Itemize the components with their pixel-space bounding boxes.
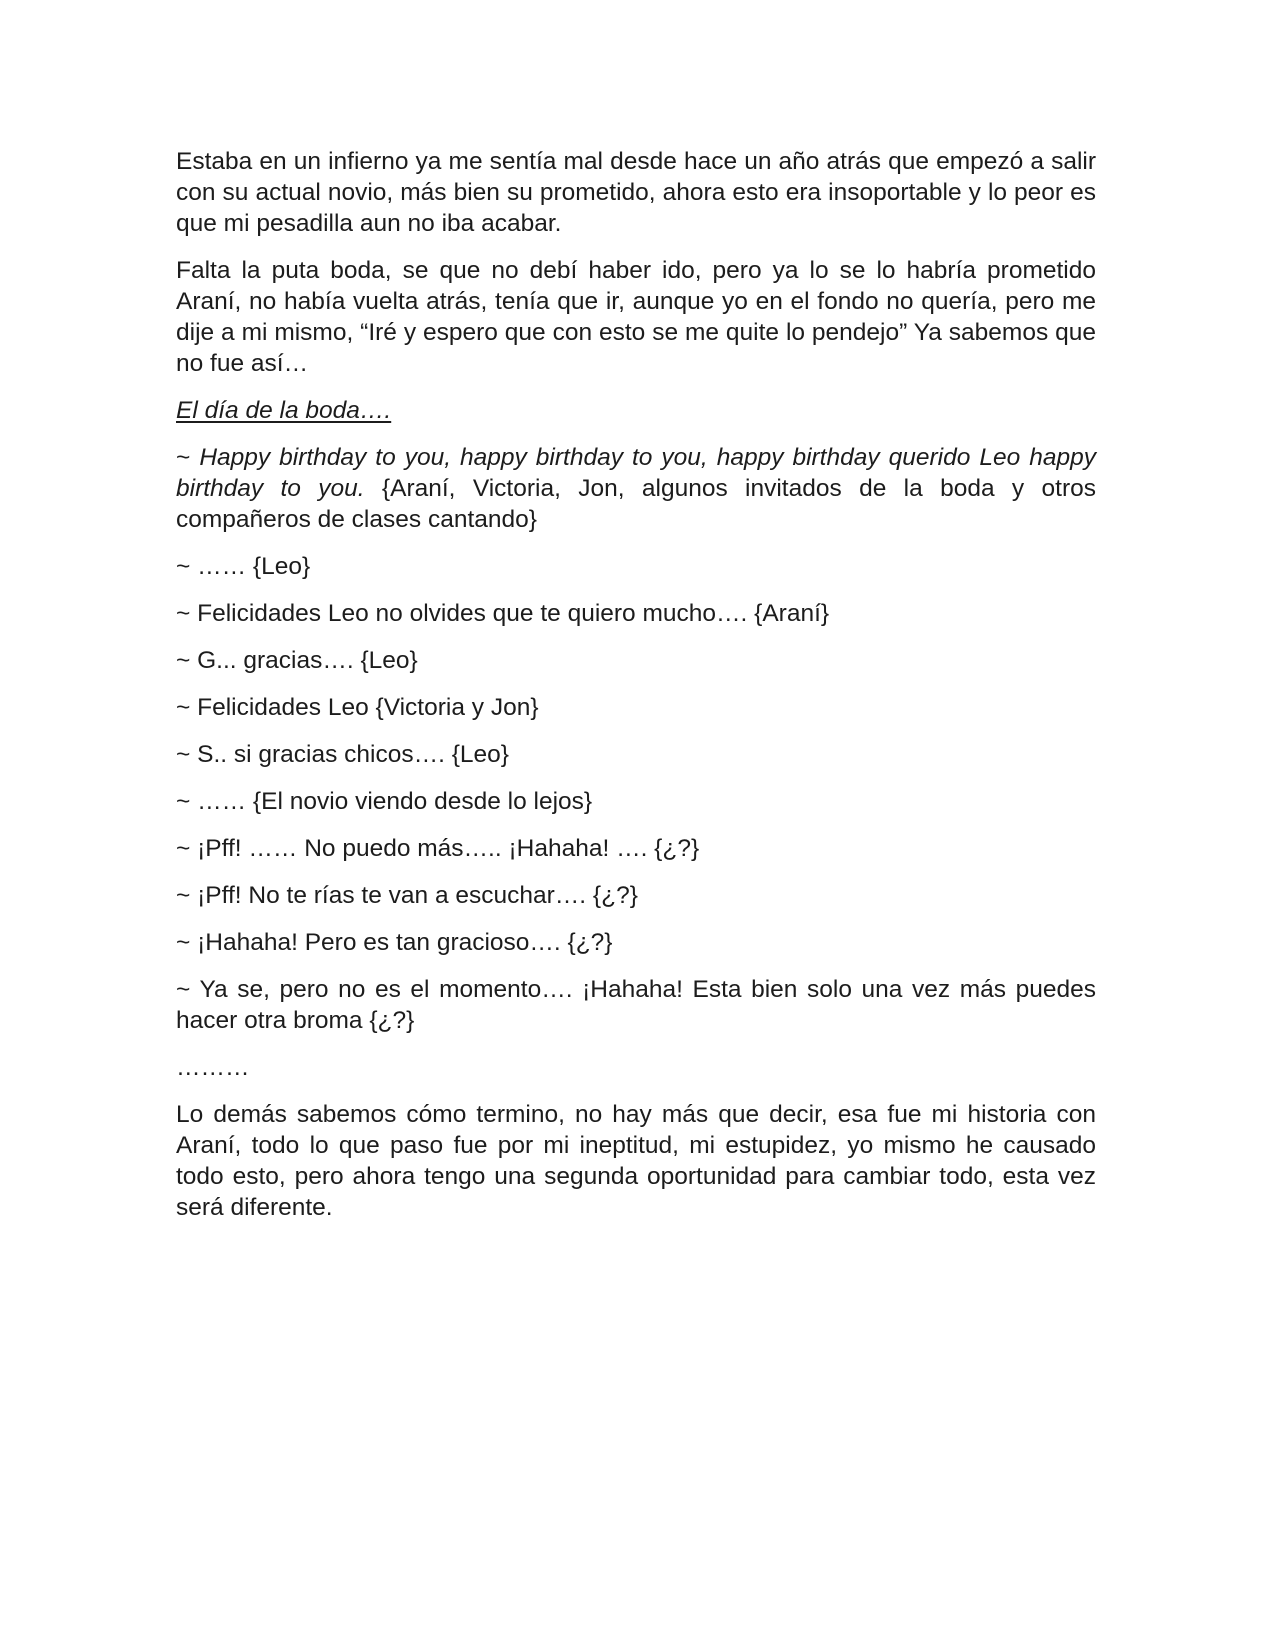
dialogue-line: ~ G... gracias…. {Leo} — [176, 647, 418, 674]
dialogue-line: ~ ¡Pff! …… No puedo más….. ¡Hahaha! …. {¿?} — [176, 835, 700, 862]
paragraph-wedding-promise: Falta la puta boda, se que no debí haber ido, pero ya lo se lo habría prometido Araní, no había vuelta atrás, tenía que ir, aunque yo en el fondo no quería, pero me dije a mi mismo, “Iré y espero que con esto se me quite lo pendejo” Ya sabemos que no fue así… — [176, 257, 1096, 377]
document-page — [176, 146, 1096, 1239]
scene-heading: El día de la boda…. — [176, 397, 392, 424]
ellipsis-break: ……… — [176, 1054, 250, 1081]
song-prefix: ~ — [176, 444, 200, 471]
dialogue-line: ~ S.. si gracias chicos…. {Leo} — [176, 741, 509, 768]
song-lyrics: Happy birthday to you, happy birthday to you, happy birthday querido Leo happy birthday to you. — [176, 444, 1096, 502]
song-attribution: {Araní, Victoria, Jon, algunos invitados de la boda y otros compañeros de clases cantando} — [176, 475, 1096, 533]
dialogue-line: ~ ¡Pff! No te rías te van a escuchar…. {¿?} — [176, 882, 638, 909]
dialogue-line: ~ …… {El novio viendo desde lo lejos} — [176, 788, 593, 815]
dialogue-line: ~ Felicidades Leo no olvides que te quiero mucho…. {Araní} — [176, 600, 830, 627]
paragraph-closing: Lo demás sabemos cómo termino, no hay más que decir, esa fue mi historia con Araní, todo lo que paso fue por mi ineptitud, mi estupidez, yo mismo he causado todo esto, pero ahora tengo una segunda oportunidad para cambiar todo, esta vez será diferente. — [176, 1101, 1096, 1221]
paragraph-intro: Estaba en un infierno ya me sentía mal desde hace un año atrás que empezó a salir con su actual novio, más bien su prometido, ahora esto era insoportable y lo peor es que mi pesadilla aun no iba acabar. — [176, 148, 1096, 237]
dialogue-line: ~ …… {Leo} — [176, 553, 311, 580]
dialogue-line: ~ Ya se, pero no es el momento…. ¡Hahaha! Esta bien solo una vez más puedes hacer otra broma {¿?} — [176, 976, 1096, 1034]
dialogue-song — [176, 442, 1096, 535]
dialogue-line: ~ ¡Hahaha! Pero es tan gracioso…. {¿?} — [176, 929, 613, 956]
dialogue-line: ~ Felicidades Leo {Victoria y Jon} — [176, 694, 539, 721]
